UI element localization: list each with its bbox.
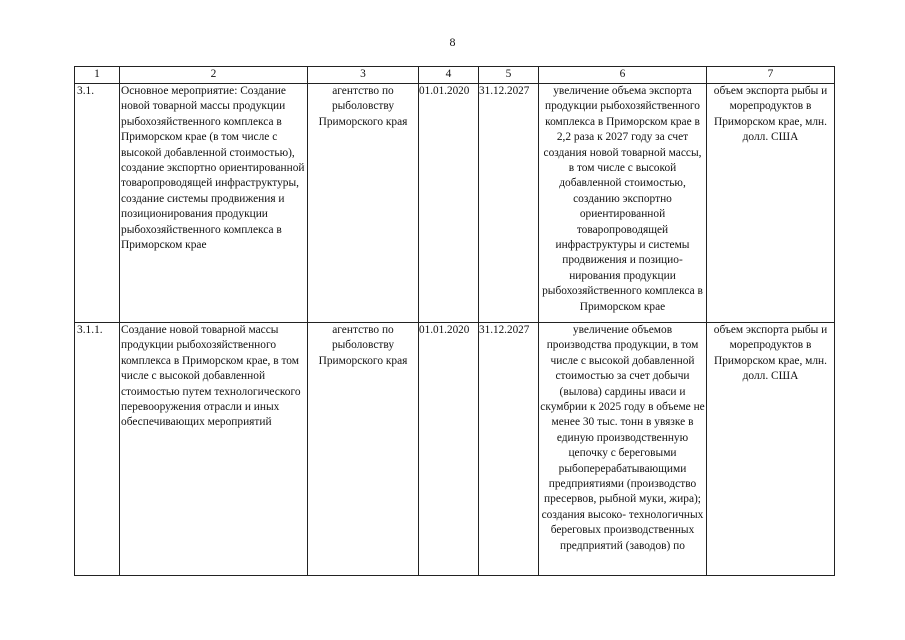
header-cell-4: 4 [419, 67, 479, 84]
expected-result-cell: увеличение объемов производства продукции, в том числе с высокой добавленной стоимостью за счет добычи (вылова) сардины иваси и скумбрии к 2025 году в объеме не менее 30 тыс. тонн в увязке в единую производственную цепочку с береговыми рыбоперерабатывающими предприятиями (производство пресервов, рыбной муки, жира); создания высоко- технологичных береговых производственных предприятий (заводов) по [539, 323, 707, 576]
table-row [75, 323, 835, 576]
measures-table [74, 66, 835, 576]
end-date-cell: 31.12.2027 [479, 84, 539, 323]
table-header-row [75, 67, 835, 84]
header-cell-3: 3 [308, 67, 419, 84]
executor-cell: агентство по рыболовству Приморского края [308, 323, 419, 576]
expected-result-cell: увеличение объема экспорта продукции рыбохозяйственного комплекса в Приморском крае в 2,2 раза к 2027 году за счет создания новой товарной массы, в том числе с высокой добавленной стоимостью, созданию экспортно ориентированной товаропроводящей инфраструктуры и системы продвижения и позиционирования продукции рыбохозяйственного комплекса в Приморском крае [539, 84, 707, 323]
table-row [75, 84, 835, 323]
header-cell-5: 5 [479, 67, 539, 84]
start-date-cell: 01.01.2020 [419, 84, 479, 323]
row-number-cell: 3.1.1. [75, 323, 120, 576]
header-cell-7: 7 [707, 67, 835, 84]
header-cell-6: 6 [539, 67, 707, 84]
executor-cell: агентство по рыболовству Приморского края [308, 84, 419, 323]
end-date-cell: 31.12.2027 [479, 323, 539, 576]
measure-name-cell: Создание новой товарной массы продукции рыбохозяйственного комплекса в Приморском крае, в том числе с высокой добавленной стоимостью путем технологического перевооружения отрасли и иных обеспечивающих мероприятий [120, 323, 308, 576]
indicator-cell: объем экспорта рыбы и морепродуктов в Приморском крае, млн. долл. США [707, 84, 835, 323]
measure-name-cell: Основное мероприятие: Создание новой товарной массы продукции рыбохозяйственного комплекса в Приморском крае (в том числе с высокой добавленной стоимостью), создание экспортно ориентированной товаропроводящей инфраструктуры, создание системы продвижения и позиционирования продукции рыбохозяйственного комплекса в Приморском крае [120, 84, 308, 323]
header-cell-1: 1 [75, 67, 120, 84]
start-date-cell: 01.01.2020 [419, 323, 479, 576]
row-number-cell: 3.1. [75, 84, 120, 323]
page-number: 8 [449, 35, 456, 49]
header-cell-2: 2 [120, 67, 308, 84]
indicator-cell: объем экспорта рыбы и морепродуктов в Приморском крае, млн. долл. США [707, 323, 835, 576]
